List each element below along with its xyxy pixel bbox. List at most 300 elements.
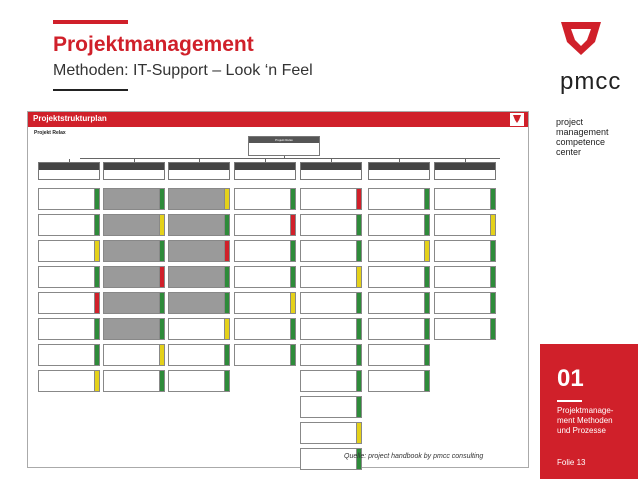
wbs-work-package[interactable] — [434, 240, 496, 262]
wbs-package-dates — [39, 283, 95, 287]
wbs-package-dates — [235, 283, 291, 287]
wbs-package-responsible — [169, 200, 225, 204]
wbs-status-indicator — [224, 319, 229, 339]
wbs-status-indicator — [424, 215, 429, 235]
wbs-work-package[interactable] — [300, 370, 362, 392]
wbs-package-label — [369, 319, 429, 329]
wbs-package-dates — [235, 231, 291, 235]
wbs-phase-band — [435, 163, 495, 170]
wbs-package-dates — [104, 335, 160, 339]
wbs-package-label — [104, 345, 164, 355]
wbs-package-label — [301, 241, 361, 251]
wbs-work-package[interactable] — [103, 266, 165, 288]
wbs-package-dates — [301, 309, 357, 313]
wbs-package-responsible — [235, 356, 291, 360]
wbs-package-responsible — [435, 278, 491, 282]
wbs-work-package[interactable] — [434, 266, 496, 288]
wbs-work-package[interactable] — [300, 214, 362, 236]
wbs-package-label — [169, 293, 229, 303]
pmcc-shield-logo-icon — [555, 18, 607, 58]
wbs-package-label — [235, 345, 295, 355]
wbs-status-indicator — [94, 267, 99, 287]
wbs-package-label — [235, 293, 295, 303]
wbs-work-package[interactable] — [38, 266, 100, 288]
wbs-package-responsible — [435, 200, 491, 204]
wbs-package-responsible — [301, 382, 357, 386]
wbs-work-package[interactable] — [234, 214, 296, 236]
wbs-work-package[interactable] — [300, 240, 362, 262]
wbs-package-responsible — [301, 304, 357, 308]
wbs-package-responsible — [39, 252, 95, 256]
brand-logo-text: pmcc — [560, 68, 622, 95]
wbs-work-package[interactable] — [38, 240, 100, 262]
wbs-package-dates — [169, 257, 225, 261]
wbs-work-package[interactable] — [234, 240, 296, 262]
wbs-status-indicator — [94, 189, 99, 209]
wbs-status-indicator — [224, 241, 229, 261]
wbs-package-label — [301, 423, 361, 433]
wbs-package-responsible — [104, 304, 160, 308]
wbs-package-dates — [39, 257, 95, 261]
wbs-package-dates — [104, 361, 160, 365]
wbs-status-indicator — [490, 319, 495, 339]
wbs-work-package[interactable] — [103, 318, 165, 340]
wbs-package-responsible — [435, 226, 491, 230]
wbs-package-dates — [369, 335, 425, 339]
wbs-package-responsible — [435, 252, 491, 256]
wbs-work-package[interactable] — [38, 344, 100, 366]
wbs-package-responsible — [169, 330, 225, 334]
wbs-status-indicator — [490, 215, 495, 235]
wbs-package-dates — [369, 257, 425, 261]
wbs-package-label — [39, 319, 99, 329]
wbs-package-dates — [435, 309, 491, 313]
wbs-package-label — [39, 293, 99, 303]
wbs-work-package[interactable] — [168, 344, 230, 366]
wbs-work-package[interactable] — [103, 344, 165, 366]
wbs-package-responsible — [235, 304, 291, 308]
chapter-number: 01 — [557, 365, 584, 392]
wbs-package-responsible — [39, 382, 95, 386]
wbs-status-indicator — [356, 345, 361, 365]
wbs-status-indicator — [424, 189, 429, 209]
wbs-status-indicator — [290, 241, 295, 261]
wbs-package-dates — [435, 205, 491, 209]
wbs-package-dates — [301, 283, 357, 287]
chapter-rule — [557, 400, 582, 402]
wbs-package-dates — [301, 361, 357, 365]
wbs-package-responsible — [369, 200, 425, 204]
wbs-status-indicator — [424, 267, 429, 287]
wbs-status-indicator — [424, 345, 429, 365]
wbs-package-dates — [301, 205, 357, 209]
chapter-description: Projektmanage-ment Methoden und Prozesse — [557, 406, 614, 435]
wbs-package-dates — [169, 361, 225, 365]
wbs-status-indicator — [224, 215, 229, 235]
wbs-status-indicator — [224, 345, 229, 365]
wbs-package-dates — [104, 387, 160, 391]
source-citation: Quelle: project handbook by pmcc consulting — [344, 453, 484, 460]
wbs-package-responsible — [104, 356, 160, 360]
wbs-package-dates — [169, 309, 225, 313]
wbs-package-dates — [435, 257, 491, 261]
slide-title: Projektmanagement — [53, 33, 254, 56]
wbs-status-indicator — [356, 319, 361, 339]
wbs-phase-band — [235, 163, 295, 170]
wbs-package-dates — [169, 205, 225, 209]
wbs-package-label — [235, 241, 295, 251]
wbs-package-dates — [235, 335, 291, 339]
wbs-work-package[interactable] — [38, 292, 100, 314]
wbs-package-label — [435, 189, 495, 199]
wbs-work-package[interactable] — [38, 188, 100, 210]
wbs-package-label — [301, 397, 361, 407]
wbs-package-label — [169, 241, 229, 251]
wbs-package-responsible — [435, 304, 491, 308]
wbs-work-package[interactable] — [368, 266, 430, 288]
wbs-package-responsible — [169, 278, 225, 282]
wbs-package-responsible — [369, 278, 425, 282]
wbs-package-responsible — [301, 434, 357, 438]
wbs-package-label — [235, 215, 295, 225]
wbs-work-package[interactable] — [234, 344, 296, 366]
wbs-status-indicator — [159, 345, 164, 365]
wbs-package-responsible — [104, 382, 160, 386]
wbs-status-indicator — [159, 371, 164, 391]
wbs-package-label — [301, 293, 361, 303]
wbs-status-indicator — [159, 319, 164, 339]
wbs-package-label — [169, 345, 229, 355]
wbs-phase-node[interactable] — [434, 162, 496, 180]
wbs-package-dates — [369, 283, 425, 287]
wbs-work-package[interactable] — [168, 240, 230, 262]
wbs-package-label — [235, 319, 295, 329]
wbs-package-responsible — [301, 252, 357, 256]
wbs-status-indicator — [159, 189, 164, 209]
wbs-package-dates — [169, 387, 225, 391]
wbs-work-package[interactable] — [168, 370, 230, 392]
wbs-package-label — [39, 371, 99, 381]
wbs-work-package[interactable] — [434, 188, 496, 210]
wbs-package-label — [104, 215, 164, 225]
wbs-package-label — [39, 345, 99, 355]
subtitle-rule — [53, 89, 128, 91]
wbs-work-package[interactable] — [368, 188, 430, 210]
wbs-package-responsible — [301, 356, 357, 360]
wbs-package-responsible — [169, 252, 225, 256]
wbs-package-label — [369, 189, 429, 199]
wbs-package-responsible — [369, 382, 425, 386]
wbs-package-dates — [169, 231, 225, 235]
wbs-package-dates — [104, 283, 160, 287]
wbs-work-package[interactable] — [434, 318, 496, 340]
wbs-package-label — [301, 267, 361, 277]
wbs-phase-node[interactable] — [234, 162, 296, 180]
wbs-package-label — [104, 319, 164, 329]
wbs-package-dates — [39, 205, 95, 209]
wbs-package-responsible — [301, 408, 357, 412]
wbs-work-package[interactable] — [38, 370, 100, 392]
wbs-status-indicator — [94, 215, 99, 235]
wbs-package-dates — [235, 257, 291, 261]
wbs-status-indicator — [356, 215, 361, 235]
wbs-work-package[interactable] — [300, 396, 362, 418]
wbs-window-header — [28, 112, 528, 127]
wbs-phase-connector — [134, 159, 135, 162]
wbs-package-dates — [435, 335, 491, 339]
wbs-package-label — [104, 241, 164, 251]
wbs-package-responsible — [235, 278, 291, 282]
wbs-package-label — [39, 241, 99, 251]
wbs-package-label — [104, 371, 164, 381]
brand-tagline: project management competence center — [556, 117, 609, 157]
wbs-phase-band — [301, 163, 361, 170]
wbs-package-responsible — [235, 226, 291, 230]
wbs-status-indicator — [490, 267, 495, 287]
wbs-status-indicator — [224, 293, 229, 313]
wbs-package-label — [235, 189, 295, 199]
wbs-status-indicator — [356, 241, 361, 261]
wbs-work-package[interactable] — [168, 214, 230, 236]
wbs-phase-band — [39, 163, 99, 170]
wbs-work-package[interactable] — [368, 318, 430, 340]
wbs-package-responsible — [301, 200, 357, 204]
wbs-status-indicator — [159, 241, 164, 261]
wbs-status-indicator — [224, 267, 229, 287]
title-accent-rule — [53, 20, 128, 24]
wbs-window-title: Projektstrukturplan — [33, 114, 107, 123]
wbs-status-indicator — [94, 319, 99, 339]
wbs-package-responsible — [301, 226, 357, 230]
wbs-status-indicator — [356, 397, 361, 417]
wbs-status-indicator — [424, 319, 429, 339]
wbs-package-dates — [369, 361, 425, 365]
wbs-package-label — [169, 371, 229, 381]
wbs-package-dates — [235, 361, 291, 365]
wbs-package-label — [169, 267, 229, 277]
wbs-root-node[interactable] — [248, 136, 320, 156]
wbs-package-responsible — [104, 226, 160, 230]
wbs-work-package[interactable] — [368, 292, 430, 314]
wbs-status-indicator — [159, 267, 164, 287]
wbs-package-responsible — [301, 278, 357, 282]
wbs-package-label — [169, 319, 229, 329]
wbs-package-dates — [301, 335, 357, 339]
wbs-package-label — [369, 293, 429, 303]
wbs-package-label — [104, 293, 164, 303]
wbs-status-indicator — [356, 267, 361, 287]
wbs-package-dates — [435, 231, 491, 235]
wbs-phase-node[interactable] — [300, 162, 362, 180]
wbs-package-label — [369, 241, 429, 251]
wbs-package-responsible — [369, 330, 425, 334]
wbs-package-dates — [169, 335, 225, 339]
wbs-work-package[interactable] — [168, 292, 230, 314]
wbs-package-dates — [301, 387, 357, 391]
wbs-status-indicator — [424, 241, 429, 261]
wbs-work-package[interactable] — [300, 422, 362, 444]
wbs-work-package[interactable] — [368, 370, 430, 392]
wbs-status-indicator — [94, 241, 99, 261]
wbs-phase-node[interactable] — [103, 162, 165, 180]
wbs-status-indicator — [290, 345, 295, 365]
wbs-work-package[interactable] — [234, 292, 296, 314]
wbs-status-indicator — [490, 189, 495, 209]
wbs-root-band: Projekt Relax — [249, 137, 319, 143]
wbs-package-responsible — [435, 330, 491, 334]
wbs-package-responsible — [235, 330, 291, 334]
wbs-status-indicator — [94, 345, 99, 365]
wbs-work-package[interactable] — [368, 214, 430, 236]
wbs-package-label — [169, 215, 229, 225]
wbs-phase-band — [169, 163, 229, 170]
wbs-work-package[interactable] — [103, 370, 165, 392]
wbs-work-package[interactable] — [300, 318, 362, 340]
wbs-package-dates — [369, 387, 425, 391]
wbs-window — [27, 111, 529, 468]
wbs-project-label: Projekt Relax — [34, 130, 66, 136]
wbs-package-responsible — [369, 226, 425, 230]
wbs-work-package[interactable] — [434, 214, 496, 236]
wbs-phase-node[interactable] — [38, 162, 100, 180]
wbs-work-package[interactable] — [368, 240, 430, 262]
wbs-package-responsible — [104, 330, 160, 334]
wbs-package-responsible — [39, 200, 95, 204]
wbs-package-label — [369, 371, 429, 381]
wbs-package-responsible — [39, 278, 95, 282]
wbs-package-responsible — [104, 252, 160, 256]
wbs-status-indicator — [490, 293, 495, 313]
wbs-package-label — [369, 345, 429, 355]
wbs-package-label — [301, 371, 361, 381]
wbs-package-label — [435, 267, 495, 277]
wbs-status-indicator — [224, 371, 229, 391]
wbs-package-label — [235, 267, 295, 277]
wbs-package-label — [435, 319, 495, 329]
wbs-work-package[interactable] — [300, 344, 362, 366]
wbs-phase-band — [104, 163, 164, 170]
wbs-work-package[interactable] — [234, 318, 296, 340]
wbs-status-indicator — [290, 189, 295, 209]
wbs-work-package[interactable] — [434, 292, 496, 314]
wbs-work-package[interactable] — [103, 292, 165, 314]
wbs-package-responsible — [169, 382, 225, 386]
wbs-package-dates — [169, 283, 225, 287]
wbs-package-label — [39, 215, 99, 225]
wbs-status-indicator — [290, 293, 295, 313]
wbs-package-dates — [435, 283, 491, 287]
wbs-status-indicator — [224, 189, 229, 209]
wbs-work-package[interactable] — [168, 318, 230, 340]
wbs-package-label — [104, 267, 164, 277]
wbs-status-indicator — [290, 319, 295, 339]
slide-subtitle: Methoden: IT-Support – Look ‘n Feel — [53, 62, 313, 79]
wbs-package-responsible — [235, 200, 291, 204]
wbs-package-responsible — [39, 304, 95, 308]
wbs-work-package[interactable] — [234, 188, 296, 210]
wbs-work-package[interactable] — [38, 214, 100, 236]
wbs-package-label — [435, 293, 495, 303]
wbs-status-indicator — [290, 267, 295, 287]
wbs-package-responsible — [301, 330, 357, 334]
wbs-package-responsible — [369, 252, 425, 256]
wbs-work-package[interactable] — [168, 188, 230, 210]
wbs-package-label — [39, 189, 99, 199]
wbs-package-dates — [104, 205, 160, 209]
wbs-work-package[interactable] — [300, 266, 362, 288]
wbs-package-dates — [369, 205, 425, 209]
wbs-package-responsible — [169, 304, 225, 308]
wbs-package-dates — [301, 231, 357, 235]
wbs-status-indicator — [159, 293, 164, 313]
wbs-package-responsible — [39, 226, 95, 230]
wbs-package-dates — [301, 413, 357, 417]
wbs-work-package[interactable] — [103, 214, 165, 236]
wbs-package-responsible — [301, 460, 357, 464]
wbs-status-indicator — [159, 215, 164, 235]
wbs-package-dates — [39, 361, 95, 365]
wbs-package-dates — [39, 335, 95, 339]
wbs-status-indicator — [356, 293, 361, 313]
wbs-package-responsible — [169, 356, 225, 360]
wbs-status-indicator — [356, 371, 361, 391]
wbs-package-responsible — [104, 200, 160, 204]
wbs-level-connector — [80, 158, 500, 159]
wbs-package-label — [369, 215, 429, 225]
wbs-phase-node[interactable] — [168, 162, 230, 180]
wbs-package-responsible — [369, 304, 425, 308]
wbs-work-package[interactable] — [300, 292, 362, 314]
wbs-package-label — [104, 189, 164, 199]
wbs-work-package[interactable] — [103, 240, 165, 262]
wbs-package-responsible — [169, 226, 225, 230]
wbs-package-dates — [301, 439, 357, 443]
wbs-phase-connector — [399, 159, 400, 162]
wbs-work-package[interactable] — [300, 188, 362, 210]
wbs-phase-node[interactable] — [368, 162, 430, 180]
wbs-package-dates — [104, 257, 160, 261]
wbs-status-indicator — [94, 293, 99, 313]
wbs-package-dates — [301, 257, 357, 261]
wbs-package-responsible — [104, 278, 160, 282]
wbs-package-dates — [104, 231, 160, 235]
wbs-work-package[interactable] — [38, 318, 100, 340]
wbs-status-indicator — [356, 189, 361, 209]
wbs-work-package[interactable] — [234, 266, 296, 288]
wbs-phase-band — [369, 163, 429, 170]
wbs-status-indicator — [356, 423, 361, 443]
wbs-package-dates — [104, 309, 160, 313]
wbs-package-label — [369, 267, 429, 277]
wbs-status-indicator — [424, 293, 429, 313]
wbs-package-label — [39, 267, 99, 277]
wbs-work-package[interactable] — [168, 266, 230, 288]
wbs-package-label — [435, 241, 495, 251]
wbs-work-package[interactable] — [103, 188, 165, 210]
wbs-package-dates — [369, 309, 425, 313]
wbs-status-indicator — [290, 215, 295, 235]
wbs-phase-connector — [69, 159, 70, 162]
pmcc-small-logo-icon — [510, 113, 524, 126]
wbs-package-dates — [301, 465, 357, 469]
wbs-package-responsible — [369, 356, 425, 360]
wbs-work-package[interactable] — [368, 344, 430, 366]
wbs-package-label — [169, 189, 229, 199]
wbs-phase-connector — [331, 159, 332, 162]
wbs-package-dates — [235, 205, 291, 209]
wbs-package-label — [301, 345, 361, 355]
wbs-package-responsible — [39, 330, 95, 334]
